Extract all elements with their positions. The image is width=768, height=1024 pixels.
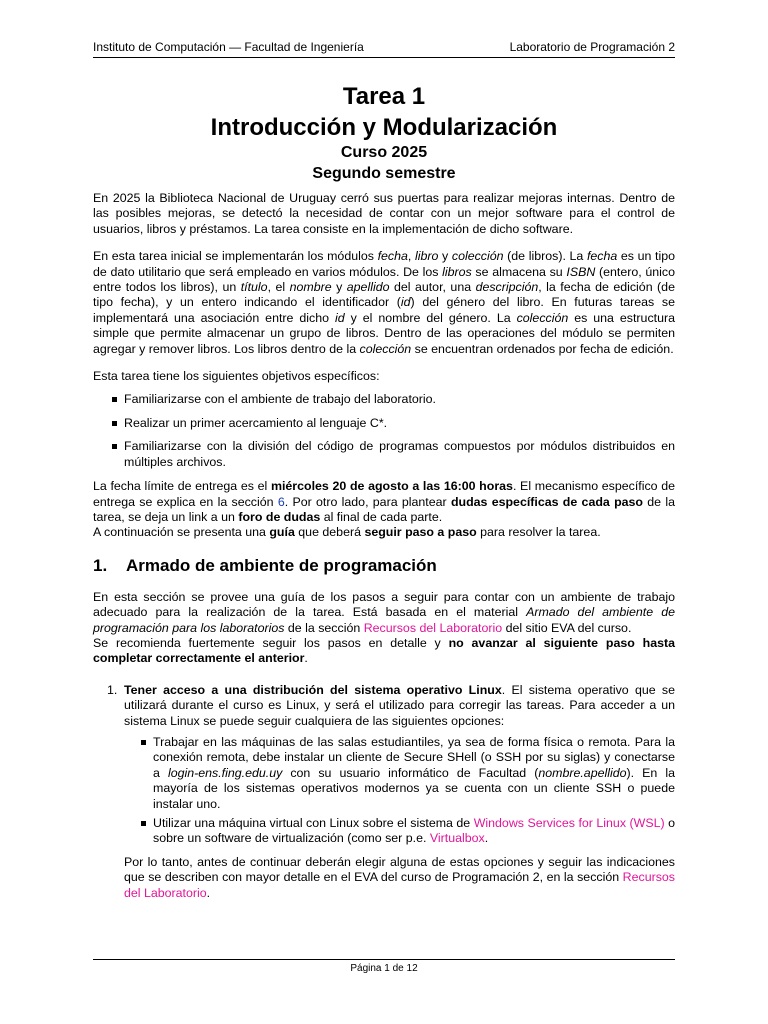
intro-paragraph-1: En 2025 la Biblioteca Nacional de Uruguay cerró sus puertas para realizar mejoras internas. Dentro de las posibles mejoras, se detectó la necesidad de contar con un mejor software para el control de usuarios, libros y préstamos. La tarea consiste en la implementación de dicho software.: [93, 191, 675, 236]
list-item: Realizar un primer acercamiento al lenguaje C*.: [93, 416, 675, 431]
steps-list: [93, 683, 675, 901]
objectives-list: [93, 392, 675, 470]
virtualbox-link[interactable]: Virtualbox: [429, 831, 485, 846]
bullet-square-icon: [112, 397, 117, 402]
step-1-closing: Por lo tanto, antes de continuar deberán elegir alguna de estas opciones y seguir las indicaciones que se describen con mayor detalle en el EVA del curso de Programación 2, en la sección Recursos del Laboratorio.: [124, 854, 675, 900]
bullet-square-icon: [112, 421, 117, 426]
list-item: Trabajar en las máquinas de las salas estudiantiles, ya sea de forma física o remota. Para la conexión remota, debe instalar un cliente de Secure SHell (o SSH por su siglas) y conectarse a login-ens.fing.edu.uy con su usuario informático de Facultad (nombre.apellido). En la mayoría de los sistemas operativos modernos ya se cuenta con un cliente SSH o puede instalar uno.: [124, 735, 675, 812]
doc-subtitle: Introducción y Modularización: [210, 114, 558, 141]
section-6-link[interactable]: 6: [277, 494, 285, 509]
doc-title: Tarea 1: [342, 83, 426, 110]
list-item: Familiarizarse con el ambiente de trabajo del laboratorio.: [93, 392, 675, 407]
bullet-square-icon: [141, 821, 146, 826]
page-number: Página 1 de 12: [350, 963, 418, 974]
step-1: 1. Tener acceso a una distribución del sistema operativo Linux. El sistema operativo que se utilizará durante el curso es Linux, y será el utilizado para corregir las tareas. Para acceder a un sistema Linux se puede seguir cualquiera de las siguientes opciones: Trabajar en las máquinas de las salas estudiantiles, ya sea de forma física o remota. Para la conexión remota, debe instalar un cliente de Secure SHell (o SSH por su siglas) y conectarse a login-ens.fing.edu.uy con su usuario informático de Facultad (nombre.apellido). En la mayoría de los sistemas operativos modernos ya se cuenta con un cliente SSH o puede instalar uno. Utilizar una máquina virtual con Linux sobre el sistema de Windows Services for Linux (WSL) o sobre un software de virtualización (como ser p.e. Virtualbox. Por lo tanto, antes de continuar deberán elegir alguna de estas opciones y seguir las indicaciones que se describen con mayor detalle en el EVA del curso de Programación 2, en la sección Recursos del Laboratorio.: [107, 682, 675, 900]
header-institute: Instituto de Computación — Facultad de Ingeniería: [93, 40, 364, 54]
deadline-paragraph: La fecha límite de entrega es el miércoles 20 de agosto a las 16:00 horas. El mecanismo específico de entrega se explica en la sección 6. Por otro lado, para plantear dudas específicas de cada paso de la tarea, se deja un link a un foro de dudas al final de cada parte.: [93, 479, 676, 524]
document-body: [93, 191, 675, 901]
bullet-square-icon: [112, 444, 117, 449]
doc-semester: Segundo semestre: [312, 165, 456, 182]
section-1-paragraph-1: En esta sección se provee una guía de los pasos a seguir para contar con un ambiente de trabajo adecuado para la realización de la tarea. Está basada en el material Armado del ambiente de programación para los laboratorios de la sección Recursos del Laboratorio del sitio EVA del curso.: [93, 589, 675, 635]
wsl-link[interactable]: Windows Services for Linux (WSL): [473, 816, 665, 830]
bullet-square-icon: [141, 740, 146, 745]
intro-paragraph-2: En esta tarea inicial se implementarán los módulos fecha, libro y colección (de libros). La fecha es un tipo de dato utilitario que será empleado en varios módulos. De los libros se almacena su ISBN (entero, único entre todos los libros), un título, el nombre y apellido del autor, una descripción, la fecha de edición (de tipo fecha), y un entero indicando el identificador (id) del género del libro. En futuras tareas se implementará una asociación entre dicho id y el nombre del género. La colección es una estructura simple que permite almacenar un grupo de libros. Dentro de las operaciones del módulo se permiten agregar y remover libros. Los libros dentro de la colección se encuentran ordenados por fecha de edición.: [93, 249, 675, 356]
recursos-laboratorio-link-2[interactable]: Recursos del Laboratorio: [124, 870, 675, 900]
doc-course: Curso 2025: [340, 144, 428, 161]
objectives-intro: Esta tarea tiene los siguientes objetivos específicos:: [93, 369, 380, 384]
recursos-laboratorio-link[interactable]: Recursos del Laboratorio: [363, 620, 503, 635]
header-divider: [93, 57, 675, 58]
deadline-date: miércoles 20 de agosto a las 16:00 horas: [270, 479, 513, 494]
linux-options-list: [124, 735, 675, 847]
section-1-paragraph-2: Se recomienda fuertemente seguir los pasos en detalle y no avanzar al siguiente paso hasta completar correctamente el anterior.: [93, 635, 675, 666]
section-1-heading: 1. Armado de ambiente de programación: [93, 555, 437, 575]
guide-paragraph: A continuación se presenta una guía que deberá seguir paso a paso para resolver la tarea.: [93, 525, 601, 540]
list-item: Familiarizarse con la división del código de programas compuestos por módulos distribuidos en múltiples archivos.: [93, 439, 675, 470]
header-course: Laboratorio de Programación 2: [509, 40, 675, 54]
footer-divider: [93, 959, 675, 960]
title-block: [93, 82, 675, 185]
page-header: [93, 40, 675, 56]
list-item: Utilizar una máquina virtual con Linux sobre el sistema de Windows Services for Linux (WSL) o sobre un software de virtualización (como ser p.e. Virtualbox.: [124, 816, 675, 847]
